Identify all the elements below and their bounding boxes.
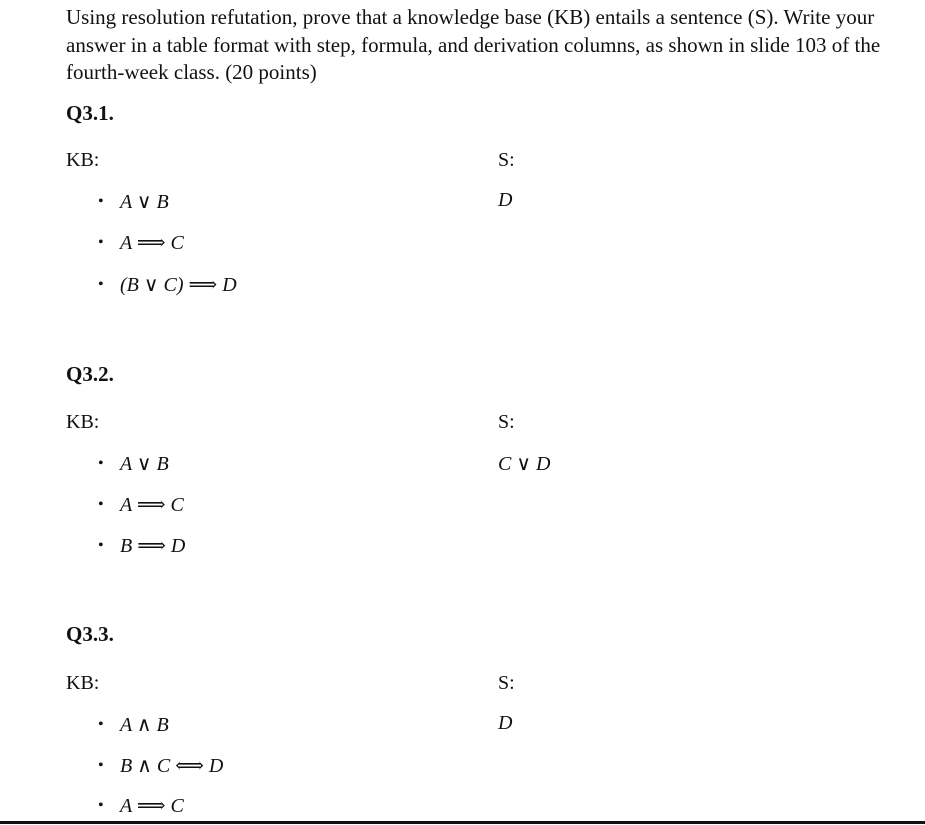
bullet-icon: • [98, 716, 104, 733]
kb-item [98, 753, 223, 778]
question-title: Q3.2. [66, 362, 114, 386]
s-formula: D [498, 712, 513, 734]
kb-item [98, 793, 184, 818]
question-title: Q3.1. [66, 101, 114, 125]
kb-formula: A ∨ B [120, 191, 169, 213]
kb-label: KB: [66, 149, 100, 171]
bullet-icon: • [98, 234, 104, 251]
bullet-icon: • [98, 757, 104, 774]
s-label: S: [498, 149, 515, 171]
kb-formula: A ⟹ C [120, 494, 184, 516]
s-formula: C ∨ D [498, 453, 551, 475]
bullet-icon: • [98, 797, 104, 814]
kb-formula: (B ∨ C) ⟹ D [120, 274, 237, 296]
bullet-icon: • [98, 193, 104, 210]
kb-item [98, 492, 184, 517]
kb-item [98, 451, 169, 476]
bullet-icon: • [98, 455, 104, 472]
kb-formula: B ⟹ D [120, 535, 186, 557]
question-title: Q3.3. [66, 622, 114, 646]
kb-formula: A ∧ B [120, 714, 169, 736]
kb-formula: A ⟹ C [120, 232, 184, 254]
problem-statement: Using resolution refutation, prove that a knowledge base (KB) entails a sentence (S). Write your answer in a table format with step, formula, and derivation columns, as shown in slide 103 of the fourth-week class. (20 points) [66, 5, 881, 84]
page-bottom-rule [0, 821, 925, 824]
kb-label: KB: [66, 411, 100, 433]
kb-item [98, 272, 237, 297]
bullet-icon: • [98, 496, 104, 513]
kb-item [98, 189, 169, 214]
kb-item [98, 533, 185, 558]
kb-label: KB: [66, 672, 100, 694]
kb-item [98, 230, 184, 255]
bullet-icon: • [98, 276, 104, 293]
kb-formula: A ⟹ C [120, 795, 184, 817]
bullet-icon: • [98, 537, 104, 554]
s-formula: D [498, 189, 513, 211]
kb-formula: A ∨ B [120, 453, 169, 475]
s-label: S: [498, 411, 515, 433]
kb-formula: B ∧ C ⟺ D [120, 755, 224, 777]
s-label: S: [498, 672, 515, 694]
kb-item [98, 712, 169, 737]
